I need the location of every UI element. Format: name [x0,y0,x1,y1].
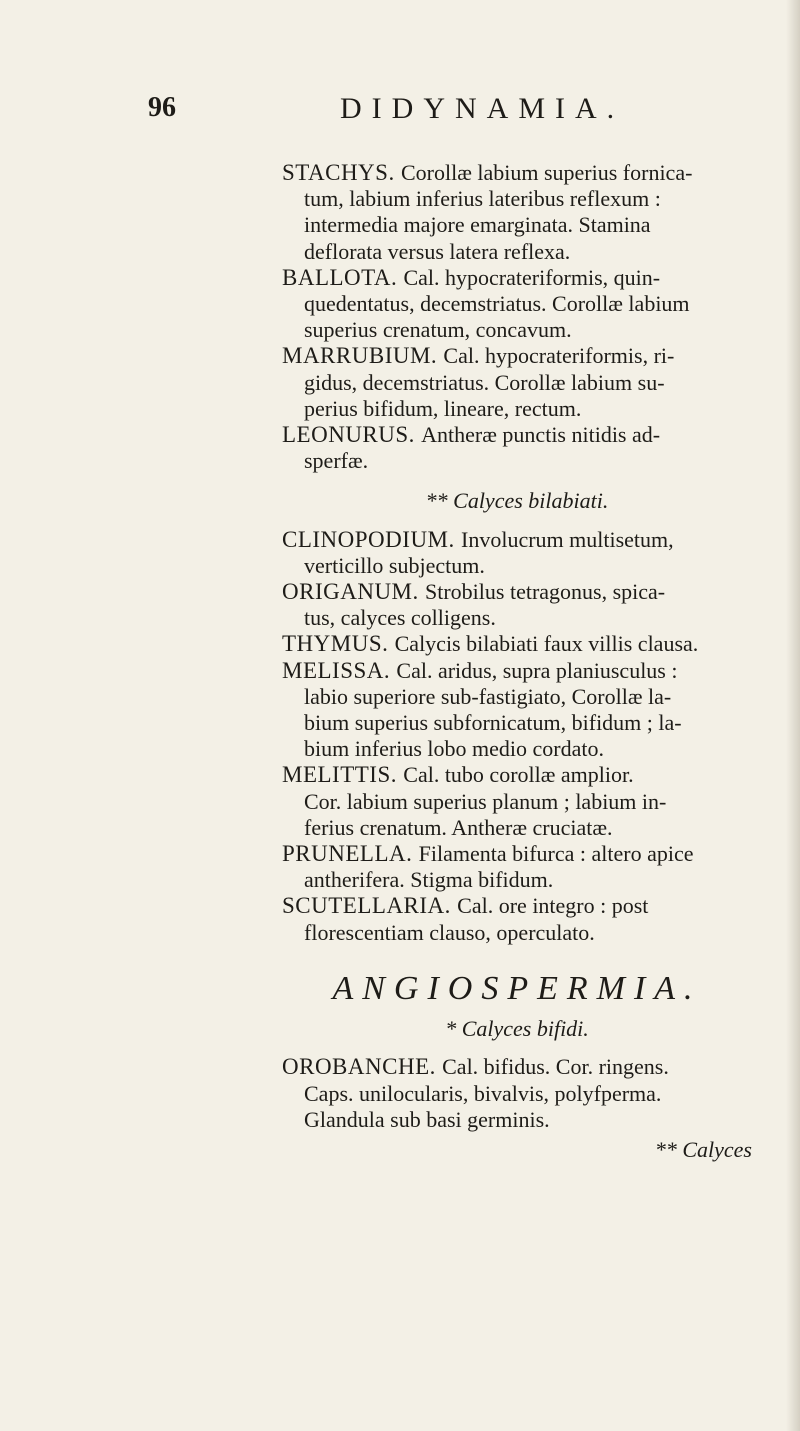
subhead-calyces-bifidi: * Calyces bifidi. [445,1016,589,1042]
entry-line: Cal. hypocrateriformis, ri- [443,343,675,369]
entry-line: quedentatus, decemstriatus. Corollæ labium [304,291,690,317]
entry-line: Calycis bilabiati faux villis clausa. [394,631,699,657]
genus-entry [282,841,752,893]
genus-name: LEONURUS. [282,422,422,448]
genus-entry [282,422,752,474]
entry-line: Involucrum multisetum, [461,526,674,552]
entry-line: Caps. unilocularis, bivalvis, polyfperma. [304,1080,662,1106]
page-edge-shadow [786,0,800,1431]
genus-entry [282,658,752,763]
entry-line: tum, labium inferius lateribus reflexum : [304,186,661,212]
entry-line: deflorata versus latera reflexa. [304,238,571,264]
entry-line: Cal. hypocrateriformis, quin- [403,264,661,290]
entry-line: gidus, decemstriatus. Corollæ labium su- [304,369,665,395]
entry-line: Cal. tubo corollæ amplior. [403,762,634,788]
entry-line: superius crenatum, concavum. [304,317,572,343]
entry-line: intermedia majore emarginata. Stamina [304,212,651,238]
entry-line: florescentiam clauso, operculato. [304,919,595,945]
catchword: ** Calyces [654,1136,752,1162]
entry-line: tus, calyces colligens. [304,605,496,631]
genus-entry [282,893,752,945]
page-number: 96 [148,92,176,123]
entry-line: Antheræ punctis nitidis ad- [421,422,661,448]
entry-line: ferius crenatum. Antheræ cruciatæ. [304,814,613,840]
entry-line: Filamenta bifurca : altero apice [418,841,694,867]
text-body [282,160,752,1163]
entry-line: Strobilus tetragonus, spica- [425,579,666,605]
entry-line: Cal. bifidus. Cor. ringens. [442,1054,669,1080]
entry-line: bium superius subfornicatum, bifidum ; la- [304,710,682,736]
genus-entry [282,1054,752,1133]
entry-line: Cor. labium superius planum ; labium in- [304,788,667,814]
entry-line: verticillo subjectum. [304,552,485,578]
genus-entry [282,343,752,422]
genus-entry [282,631,752,657]
genus-name: CLINOPODIUM. [282,526,461,552]
genus-entry [282,762,752,841]
entry-line: Corollæ labium superius fornica- [400,160,693,185]
entry-line: Glandula sub basi germinis. [304,1106,550,1132]
entry-line: bium inferius lobo medio cordato. [304,736,604,762]
genus-name: BALLOTA. [282,264,404,290]
genus-name: MELISSA. [282,657,397,683]
genus-name: STACHYS. [282,160,401,185]
genus-name: ORIGANUM. [282,579,425,605]
genus-entry [282,265,752,344]
genus-name: MELITTIS. [282,762,404,788]
entry-group-1 [282,160,752,474]
entry-line: antherifera. Stigma bifidum. [304,867,554,893]
entry-line: perius bifidum, lineare, rectum. [304,395,582,421]
genus-name: MARRUBIUM. [282,343,444,369]
genus-entry [282,527,752,579]
running-head: DIDYNAMIA. [340,92,625,125]
genus-entry [282,579,752,631]
entry-line: labio superiore sub-fastigiato, Corollæ la- [304,683,672,709]
genus-name: PRUNELLA. [282,841,419,867]
section-title: ANGIOSPERMIA. [332,969,702,1007]
entry-line: Cal. ore integro : post [457,893,649,919]
genus-name: THYMUS. [282,631,395,657]
entry-group-2 [282,527,752,946]
subhead-calyces-bilabiati: ** Calyces bilabiati. [425,488,609,514]
entry-line: sperfæ. [304,448,369,474]
entry-group-3 [282,1054,752,1133]
genus-name: SCUTELLARIA. [282,893,458,919]
genus-name: OROBANCHE. [282,1054,443,1080]
entry-line: Cal. aridus, supra planiusculus : [396,657,678,683]
genus-entry [282,160,752,265]
